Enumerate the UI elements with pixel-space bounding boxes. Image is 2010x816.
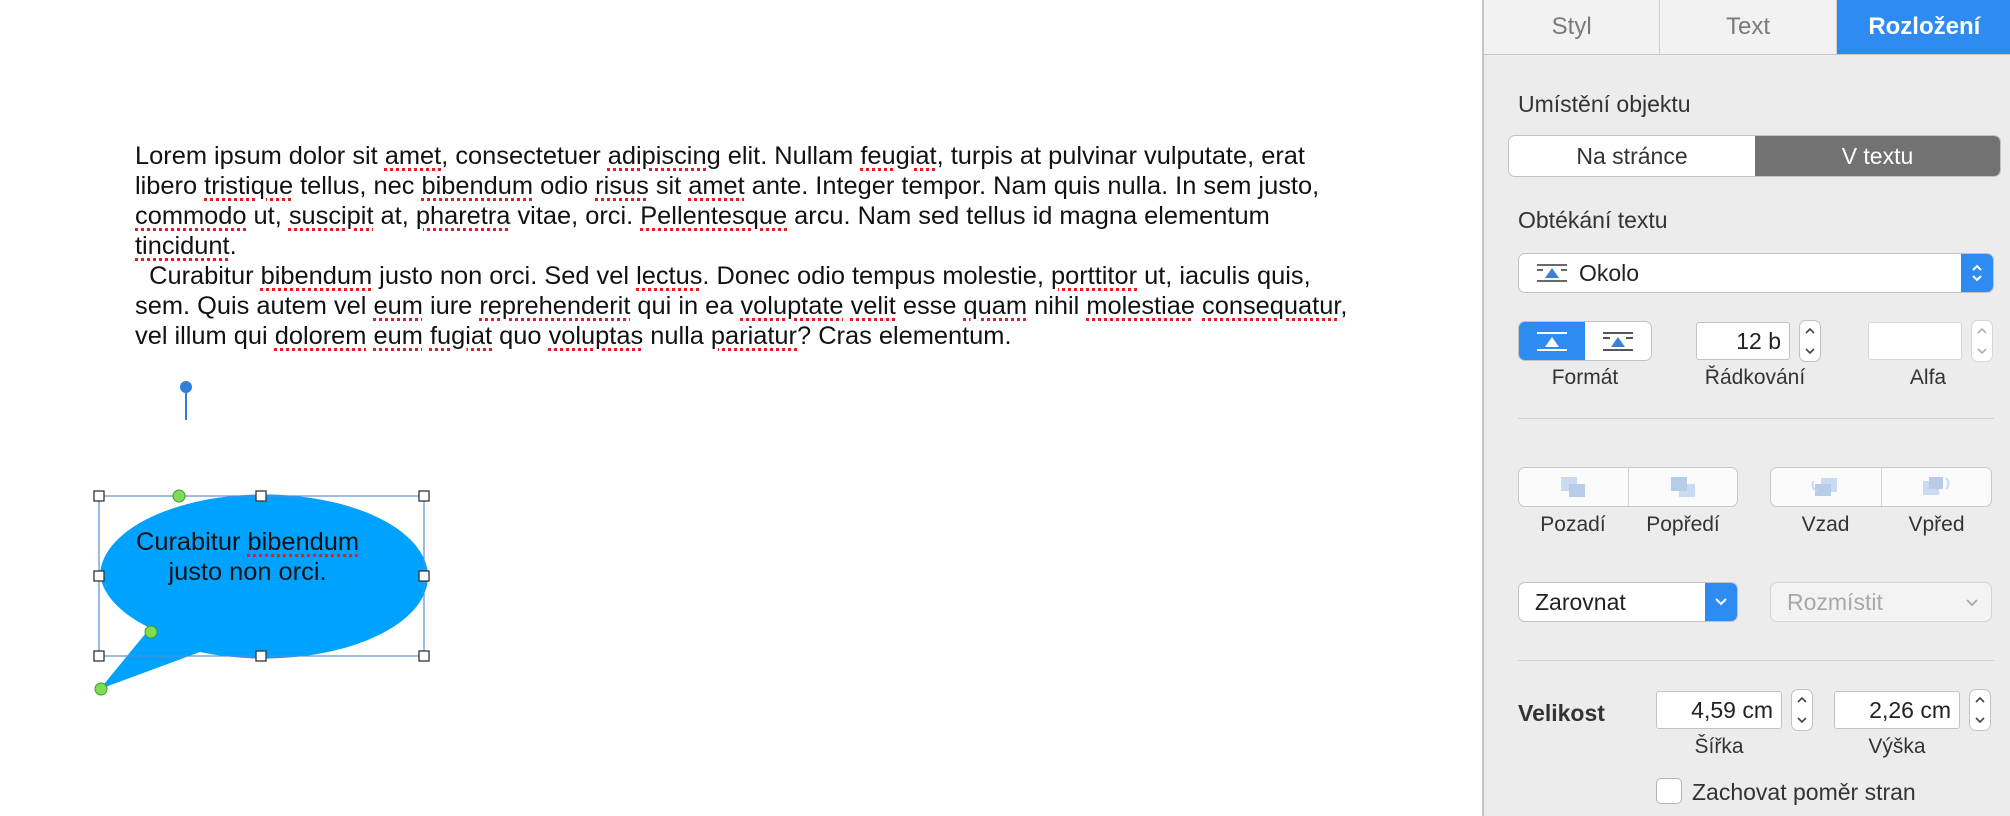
- wrap-format-icon-1: [1535, 329, 1569, 353]
- resize-handle-bottom-left: [94, 651, 104, 661]
- text-run: [1195, 292, 1202, 320]
- wrap-format-control: [1518, 321, 1652, 361]
- chevron-up-icon: [1804, 326, 1816, 336]
- text-run: esse: [895, 292, 964, 320]
- shape-control-point-tail-base: [145, 626, 157, 638]
- bring-forward-button[interactable]: [1882, 468, 1992, 506]
- misspelled-word: dolorem: [274, 322, 367, 350]
- text-run: elit. Nullam: [720, 142, 861, 170]
- text-run: . Donec odio tempus molestie,: [702, 262, 1051, 290]
- width-stepper[interactable]: [1791, 689, 1813, 731]
- text-run: [844, 292, 851, 320]
- text-run: qui in ea: [630, 292, 741, 320]
- chevron-up-icon: [1976, 326, 1988, 336]
- bring-to-front-icon: [1668, 475, 1698, 499]
- text-run: justo non orci. Sed vel: [372, 262, 637, 290]
- chevron-down-icon: [1705, 583, 1737, 621]
- keep-ratio-checkbox[interactable]: [1656, 778, 1682, 804]
- chevron-down-icon: [1965, 597, 1979, 609]
- text-run: odio: [533, 172, 596, 200]
- text-run: iure: [422, 292, 480, 320]
- text-run: Curabitur: [135, 528, 248, 556]
- spacing-field[interactable]: 12 b: [1696, 322, 1790, 360]
- width-field[interactable]: 4,59 cm: [1656, 691, 1782, 729]
- wrap-format-icon-2: [1601, 329, 1635, 353]
- misspelled-word: voluptate: [740, 292, 844, 320]
- send-to-back-icon: [1558, 475, 1588, 499]
- text-run: justo non orci.: [168, 558, 327, 586]
- placement-section-title: Umístění objektu: [1518, 91, 1691, 117]
- text-run: , consectetuer: [441, 142, 608, 170]
- misspelled-word: amet: [384, 142, 442, 170]
- wrap-section-title: Obtékání textu: [1518, 207, 1668, 233]
- distribute-popup-value: Rozmístit: [1787, 588, 1883, 615]
- misspelled-word: eum: [373, 322, 423, 350]
- misspelled-word: risus: [595, 172, 649, 200]
- misspelled-word: suscipit: [288, 202, 374, 230]
- misspelled-word: amet: [688, 172, 745, 200]
- text-run: Curabitur: [135, 262, 261, 290]
- text-run: Lorem ipsum dolor sit: [135, 142, 385, 170]
- wrap-format-option-1[interactable]: [1519, 322, 1585, 360]
- chevron-down-icon: [1804, 346, 1816, 356]
- speech-bubble-shape[interactable]: [0, 0, 560, 720]
- misspelled-word: Pellentesque: [640, 202, 788, 230]
- wrap-format-label: Formát: [1551, 366, 1619, 389]
- send-to-back-label: Pozadí: [1540, 513, 1606, 536]
- misspelled-word: porttitor: [1050, 262, 1138, 290]
- tab-arrange[interactable]: Rozložení: [1837, 0, 2010, 54]
- text-run: ? Cras elementum.: [797, 322, 1012, 350]
- text-run: arcu. Nam sed tellus id magna elementum: [787, 202, 1270, 230]
- bring-to-front-button[interactable]: [1629, 468, 1738, 506]
- misspelled-word: bibendum: [260, 262, 373, 290]
- chevron-up-icon: [1974, 695, 1986, 705]
- placement-segmented-control: [1508, 135, 2001, 177]
- text-run: , turpis at pulvinar vulputate, erat libero: [135, 142, 1305, 200]
- resize-handle-bottom-middle: [256, 651, 266, 661]
- height-label: Výška: [1868, 735, 1926, 758]
- misspelled-word: molestiae: [1086, 292, 1195, 320]
- wrap-format-option-2[interactable]: [1585, 322, 1651, 360]
- misspelled-word: tristique: [204, 172, 294, 200]
- layer-order-group: [1518, 467, 1738, 507]
- shape-control-point-top: [173, 490, 185, 502]
- resize-handle-middle-left: [94, 571, 104, 581]
- text-run: , vel illum qui: [135, 292, 1348, 350]
- resize-handle-middle-right: [419, 571, 429, 581]
- spacing-label: Řádkování: [1704, 366, 1806, 389]
- tab-text[interactable]: Text: [1660, 0, 1836, 54]
- text-run: sit: [648, 172, 689, 200]
- chevron-updown-icon: [1961, 254, 1993, 292]
- misspelled-word: reprehenderit: [479, 292, 631, 320]
- misspelled-word: pariatur: [710, 322, 798, 350]
- misspelled-word: eum: [373, 292, 423, 320]
- misspelled-word: fugiat: [429, 322, 493, 350]
- size-section-title: Velikost: [1518, 700, 1605, 726]
- inspector-tabs: [1484, 0, 2010, 55]
- text-run: nihil: [1027, 292, 1087, 320]
- misspelled-word: velit: [850, 292, 896, 320]
- text-run: at,: [373, 202, 416, 230]
- resize-handle-top-right: [419, 491, 429, 501]
- height-field[interactable]: 2,26 cm: [1834, 691, 1960, 729]
- speech-bubble-text[interactable]: [110, 527, 385, 587]
- bring-to-front-label: Popředí: [1646, 513, 1720, 536]
- resize-handle-bottom-right: [419, 651, 429, 661]
- send-backward-label: Vzad: [1801, 513, 1850, 536]
- bring-forward-label: Vpřed: [1908, 513, 1965, 536]
- alpha-field[interactable]: [1868, 322, 1962, 360]
- tab-style[interactable]: Styl: [1484, 0, 1660, 54]
- misspelled-word: pharetra: [415, 202, 511, 230]
- misspelled-word: adipiscing: [607, 142, 721, 170]
- text-run: quo: [492, 322, 549, 350]
- misspelled-word: commodo: [135, 202, 247, 230]
- text-run: ut,: [246, 202, 289, 230]
- height-stepper[interactable]: [1969, 689, 1991, 731]
- text-run: .: [229, 232, 237, 260]
- divider: [1518, 660, 1994, 661]
- misspelled-word: voluptas: [548, 322, 644, 350]
- misspelled-word: feugiat: [860, 142, 937, 170]
- layer-step-group: [1770, 467, 1992, 507]
- placement-option-on-page[interactable]: Na stránce: [1576, 142, 1688, 169]
- text-run: ante. Integer tempor. Nam quis nulla. In sem justo,: [744, 172, 1320, 200]
- misspelled-word: bibendum: [421, 172, 534, 200]
- spacing-stepper[interactable]: [1799, 320, 1821, 362]
- chevron-up-icon: [1796, 695, 1808, 705]
- send-backward-button[interactable]: [1771, 468, 1882, 506]
- alpha-label: Alfa: [1909, 366, 1947, 389]
- wrap-popup-value: Okolo: [1579, 259, 1640, 286]
- alpha-stepper[interactable]: [1971, 320, 1993, 362]
- text-run: nulla: [643, 322, 711, 350]
- distribute-popup[interactable]: [1770, 582, 1992, 622]
- chevron-down-icon: [1796, 715, 1808, 725]
- resize-handle-top-middle: [256, 491, 266, 501]
- keep-ratio-label: Zachovat poměr stran: [1692, 779, 1916, 805]
- divider: [1518, 418, 1994, 419]
- send-backward-icon: [1809, 475, 1843, 499]
- align-popup[interactable]: [1518, 582, 1738, 622]
- misspelled-word: bibendum: [247, 528, 359, 556]
- width-label: Šířka: [1694, 735, 1744, 758]
- resize-handle-top-left: [94, 491, 104, 501]
- text-run: tellus, nec: [293, 172, 422, 200]
- wrap-popup[interactable]: [1518, 253, 1994, 293]
- send-to-back-button[interactable]: [1519, 468, 1629, 506]
- align-popup-value: Zarovnat: [1535, 588, 1626, 615]
- misspelled-word: tincidunt: [135, 232, 230, 260]
- format-inspector: [1482, 0, 2010, 816]
- misspelled-word: quam: [963, 292, 1028, 320]
- wrap-around-icon: [1535, 262, 1569, 284]
- shape-control-point-tail-tip: [95, 683, 107, 695]
- bring-forward-icon: [1919, 475, 1953, 499]
- text-run: vitae, orci.: [510, 202, 641, 230]
- misspelled-word: lectus: [636, 262, 703, 290]
- text-run: ut, iaculis quis, sem. Quis autem vel: [135, 262, 1311, 320]
- misspelled-word: consequatur: [1202, 292, 1341, 320]
- placement-option-inline[interactable]: V textu: [1755, 136, 2000, 176]
- chevron-down-icon: [1976, 346, 1988, 356]
- chevron-down-icon: [1974, 715, 1986, 725]
